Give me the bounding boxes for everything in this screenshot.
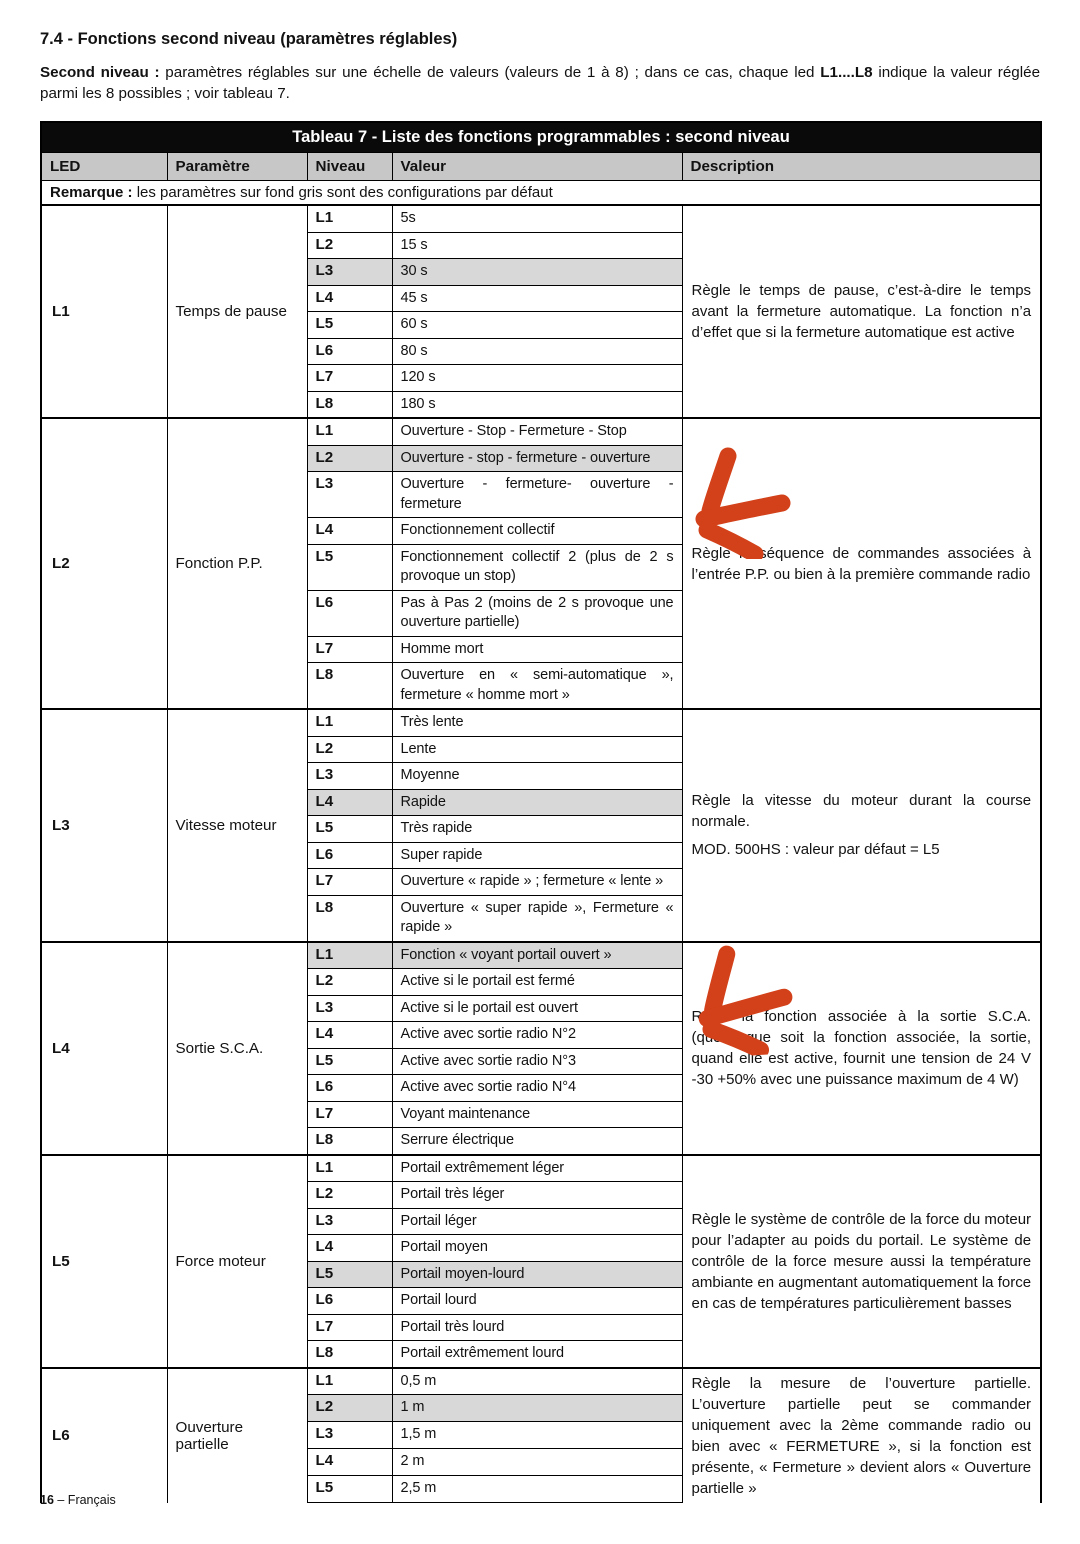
valeur-cell: Voyant maintenance (392, 1101, 682, 1128)
table-row (41, 205, 1041, 232)
page-number: 16 (40, 1493, 54, 1507)
valeur-cell: Active avec sortie radio N°4 (392, 1075, 682, 1102)
valeur-cell: 60 s (392, 312, 682, 339)
valeur-cell: Très lente (392, 709, 682, 736)
niveau-cell: L5 (307, 312, 392, 339)
param-cell: Ouverture partielle (167, 1368, 307, 1503)
niveau-cell: L6 (307, 590, 392, 636)
niveau-cell: L2 (307, 969, 392, 996)
functions-table (40, 121, 1042, 1503)
niveau-cell: L3 (307, 1422, 392, 1449)
niveau-cell: L3 (307, 763, 392, 790)
valeur-cell: Portail extrêmement lourd (392, 1341, 682, 1368)
table-row (41, 418, 1041, 445)
niveau-cell: L5 (307, 1476, 392, 1503)
valeur-cell: 80 s (392, 338, 682, 365)
niveau-cell: L8 (307, 391, 392, 418)
valeur-cell: 1,5 m (392, 1422, 682, 1449)
valeur-cell: Portail extrêmement léger (392, 1155, 682, 1182)
valeur-cell: 30 s (392, 259, 682, 286)
table-row (41, 1368, 1041, 1395)
description-paragraph: Règle le système de contrôle de la force du moteur pour l’adapter au poids du portail. Le système de contrôle de la force mesure aussi la température ambiante en augmentant automatiquement la force en cas de températures particulièrement basses (691, 1210, 1032, 1312)
valeur-cell: Portail moyen-lourd (392, 1261, 682, 1288)
col-header-valeur: Valeur (392, 153, 682, 181)
led-cell: L6 (41, 1368, 167, 1503)
valeur-cell: Serrure électrique (392, 1128, 682, 1155)
niveau-cell: L2 (307, 445, 392, 472)
niveau-cell: L6 (307, 1288, 392, 1315)
col-header-parametre: Paramètre (167, 153, 307, 181)
niveau-cell: L4 (307, 789, 392, 816)
niveau-cell: L4 (307, 1022, 392, 1049)
valeur-cell: Active si le portail est fermé (392, 969, 682, 996)
table-body (41, 205, 1041, 1503)
description-paragraph: Règle la séquence de commandes associées à l’entrée P.P. ou bien à la première commande radio (691, 544, 1032, 583)
intro-text-2: indique la valeur réglée parmi les 8 possibles ; voir tableau 7. (40, 64, 1041, 102)
col-header-niveau: Niveau (307, 153, 392, 181)
intro-text-1: paramètres réglables sur une échelle de valeurs (valeurs de 1 à 8) ; dans ce cas, chaque led (159, 64, 821, 81)
valeur-cell: 2 m (392, 1449, 682, 1476)
param-cell: Sortie S.C.A. (167, 942, 307, 1155)
valeur-cell: Pas à Pas 2 (moins de 2 s provoque une ouverture partielle) (392, 590, 682, 636)
table-row (41, 709, 1041, 736)
col-header-led: LED (41, 153, 167, 181)
niveau-cell: L2 (307, 1182, 392, 1209)
description-paragraph: Règle le temps de pause, c’est-à-dire le temps avant la fermeture automatique. La fonction n’a d’effet que si la fermeture automatique est active (691, 282, 1032, 341)
valeur-cell: Fonctionnement collectif 2 (plus de 2 s provoque un stop) (392, 544, 682, 590)
description-cell (682, 942, 1041, 1155)
intro-paragraph (40, 62, 1040, 104)
valeur-cell: Très rapide (392, 816, 682, 843)
footer-language: – Français (53, 1493, 116, 1507)
led-cell: L5 (41, 1155, 167, 1368)
note-bold-label: Remarque : (50, 184, 133, 201)
niveau-cell: L8 (307, 1341, 392, 1368)
niveau-cell: L7 (307, 636, 392, 663)
param-cell: Temps de pause (167, 205, 307, 418)
valeur-cell: 2,5 m (392, 1476, 682, 1503)
col-header-description: Description (682, 153, 1041, 181)
valeur-cell: Moyenne (392, 763, 682, 790)
niveau-cell: L1 (307, 205, 392, 232)
table-row (41, 1155, 1041, 1182)
niveau-cell: L3 (307, 995, 392, 1022)
table-row (41, 942, 1041, 969)
niveau-cell: L2 (307, 736, 392, 763)
note-text: les paramètres sur fond gris sont des configurations par défaut (132, 184, 553, 201)
niveau-cell: L7 (307, 869, 392, 896)
valeur-cell: Ouverture - fermeture- ouverture - fermeture (392, 472, 682, 518)
niveau-cell: L1 (307, 418, 392, 445)
valeur-cell: Ouverture - Stop - Fermeture - Stop (392, 418, 682, 445)
param-cell: Vitesse moteur (167, 709, 307, 942)
valeur-cell: Active avec sortie radio N°2 (392, 1022, 682, 1049)
niveau-cell: L8 (307, 895, 392, 942)
valeur-cell: Portail léger (392, 1208, 682, 1235)
description-cell (682, 1155, 1041, 1368)
valeur-cell: Ouverture « super rapide », Fermeture « rapide » (392, 895, 682, 942)
niveau-cell: L5 (307, 544, 392, 590)
niveau-cell: L7 (307, 1101, 392, 1128)
table-note-row (41, 181, 1041, 206)
description-cell (682, 418, 1041, 709)
niveau-cell: L4 (307, 1235, 392, 1262)
param-cell: Force moteur (167, 1155, 307, 1368)
niveau-cell: L3 (307, 472, 392, 518)
niveau-cell: L6 (307, 842, 392, 869)
niveau-cell: L7 (307, 365, 392, 392)
valeur-cell: Portail lourd (392, 1288, 682, 1315)
table-column-header-row (41, 153, 1041, 181)
valeur-cell: Portail très lourd (392, 1314, 682, 1341)
niveau-cell: L8 (307, 1128, 392, 1155)
page-footer (40, 1493, 116, 1507)
valeur-cell: 1 m (392, 1395, 682, 1422)
valeur-cell: Ouverture « rapide » ; fermeture « lente » (392, 869, 682, 896)
niveau-cell: L2 (307, 232, 392, 259)
niveau-cell: L7 (307, 1314, 392, 1341)
valeur-cell: Portail moyen (392, 1235, 682, 1262)
valeur-cell: 15 s (392, 232, 682, 259)
valeur-cell: Fonctionnement collectif (392, 518, 682, 545)
table-note (41, 181, 1041, 206)
led-range-label: L1....L8 (820, 64, 873, 81)
table-title: Tableau 7 - Liste des fonctions programmables : second niveau (41, 122, 1041, 153)
valeur-cell: 45 s (392, 285, 682, 312)
valeur-cell: 120 s (392, 365, 682, 392)
niveau-cell: L1 (307, 1155, 392, 1182)
valeur-cell: Super rapide (392, 842, 682, 869)
niveau-cell: L1 (307, 709, 392, 736)
niveau-cell: L3 (307, 1208, 392, 1235)
section-heading: 7.4 - Fonctions second niveau (paramètres réglables) (40, 30, 458, 48)
valeur-cell: Lente (392, 736, 682, 763)
niveau-cell: L1 (307, 1368, 392, 1395)
valeur-cell: 0,5 m (392, 1368, 682, 1395)
valeur-cell: 180 s (392, 391, 682, 418)
niveau-cell: L5 (307, 1261, 392, 1288)
description-cell (682, 205, 1041, 418)
valeur-cell: Ouverture en « semi-automatique », fermeture « homme mort » (392, 663, 682, 710)
table-title-row (41, 122, 1041, 153)
niveau-cell: L6 (307, 1075, 392, 1102)
valeur-cell: Rapide (392, 789, 682, 816)
niveau-cell: L4 (307, 285, 392, 312)
niveau-cell: L2 (307, 1395, 392, 1422)
led-cell: L1 (41, 205, 167, 418)
description-paragraph: Règle la mesure de l’ouverture partielle. L’ouverture partielle peut se commander uniquement avec la 2ème commande radio ou bien avec « FERMETURE », si la fonction est présente, « Fermeture » devient alors « Ouverture partielle » (691, 1374, 1032, 1497)
description-cell (682, 709, 1041, 942)
valeur-cell: Ouverture - stop - fermeture - ouverture (392, 445, 682, 472)
valeur-cell: Active si le portail est ouvert (392, 995, 682, 1022)
niveau-cell: L5 (307, 1048, 392, 1075)
valeur-cell: 5s (392, 205, 682, 232)
niveau-cell: L8 (307, 663, 392, 710)
valeur-cell: Portail très léger (392, 1182, 682, 1209)
niveau-cell: L4 (307, 1449, 392, 1476)
valeur-cell: Fonction « voyant portail ouvert » (392, 942, 682, 969)
intro-bold-label: Second niveau : (40, 64, 160, 81)
valeur-cell: Active avec sortie radio N°3 (392, 1048, 682, 1075)
led-cell: L2 (41, 418, 167, 709)
niveau-cell: L4 (307, 518, 392, 545)
niveau-cell: L1 (307, 942, 392, 969)
description-cell (682, 1368, 1041, 1503)
description-paragraph: Règle la vitesse du moteur durant la course normale. (691, 792, 1032, 831)
valeur-cell: Homme mort (392, 636, 682, 663)
led-cell: L3 (41, 709, 167, 942)
param-cell: Fonction P.P. (167, 418, 307, 709)
description-paragraph: Règle la fonction associée à la sortie S.C.A. (quelle que soit la fonction associée, la sortie, quand elle est active, fournit une tension de 24 V -30 +50% avec une puissance maximum de 4 W) (691, 1008, 1032, 1088)
niveau-cell: L6 (307, 338, 392, 365)
niveau-cell: L3 (307, 259, 392, 286)
niveau-cell: L5 (307, 816, 392, 843)
led-cell: L4 (41, 942, 167, 1155)
description-paragraph: MOD. 500HS : valeur par défaut = L5 (691, 841, 940, 859)
